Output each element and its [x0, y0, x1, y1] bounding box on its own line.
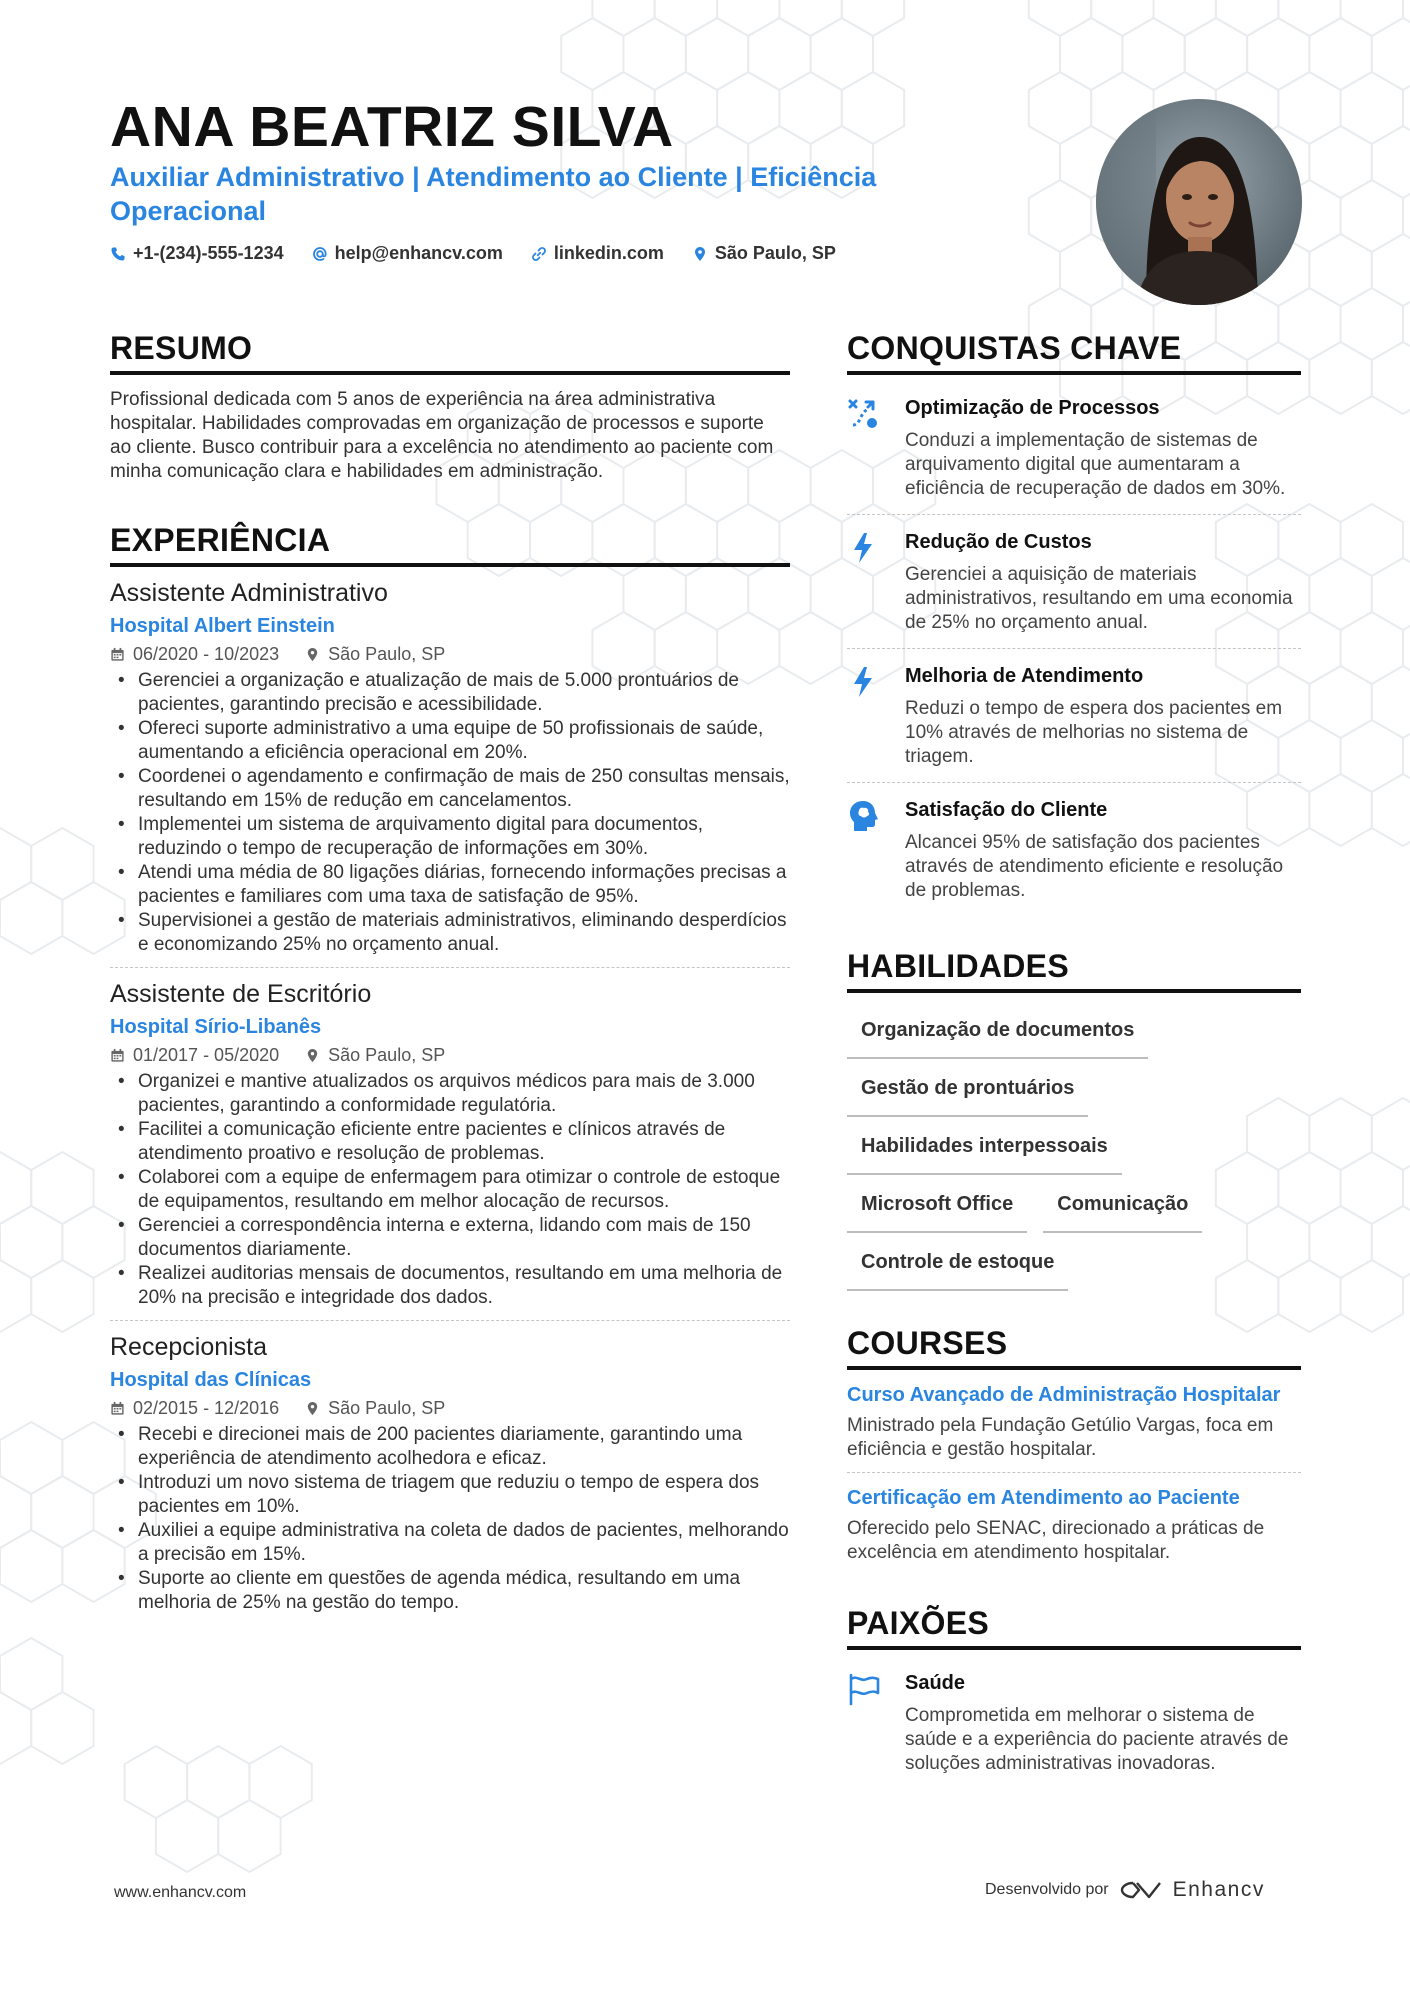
passions-heading: PAIXÕES — [847, 1605, 1301, 1650]
map-pin-icon — [305, 1048, 320, 1063]
contact-linkedin[interactable] — [531, 243, 664, 264]
course-list — [847, 1370, 1301, 1575]
achievement-description: Alcancei 95% de satisfação dos pacientes através de atendimento eficiente e resolução de problemas. — [905, 832, 1284, 901]
candidate-name: ANA BEATRIZ SILVA — [110, 95, 674, 159]
achievement-body — [905, 797, 1301, 903]
job-meta — [110, 1397, 790, 1419]
company-name[interactable]: Hospital Albert Einstein — [110, 615, 335, 637]
skill-tag: Gestão de prontuários — [847, 1059, 1088, 1117]
map-pin-icon — [305, 1401, 320, 1416]
summary-section — [110, 330, 790, 484]
process-icon — [847, 397, 881, 431]
bullet-item: • Atendi uma média de 80 ligações diárias, fornecendo informações precisas a pacientes e familiares com uma taxa de satisfação de 95%. — [110, 861, 790, 909]
course-title[interactable]: Curso Avançado de Administração Hospitalar — [847, 1384, 1281, 1406]
passion-title: Saúde — [905, 1672, 966, 1694]
job-bullets — [110, 669, 790, 957]
passion-description: Comprometida em melhorar o sistema de saúde e a experiência do paciente através de soluções administrativas inovadoras. — [905, 1705, 1289, 1774]
achievement-body — [905, 663, 1301, 769]
bullet-item: • Gerenciei a organização e atualização de mais de 5.000 prontuários de pacientes, garantindo precisão e acessibilidade. — [110, 669, 790, 717]
bullet-item: • Implementei um sistema de arquivamento digital para documentos, reduzindo o tempo de recuperação de informações em 30%. — [110, 813, 790, 861]
candidate-headline: Auxiliar Administrativo | Atendimento ao Cliente | Eficiência Operacional — [110, 162, 877, 226]
bullet-item: • Introduzi um novo sistema de triagem que reduziu o tempo de espera dos pacientes em 10%. — [110, 1471, 790, 1519]
job-title: Assistente Administrativo — [110, 579, 388, 607]
bullet-item: • Organizei e mantive atualizados os arquivos médicos para mais de 3.000 pacientes, garantindo a conformidade regulatória. — [110, 1070, 790, 1118]
achievement-title: Optimização de Processos — [905, 397, 1160, 419]
calendar-icon — [110, 1048, 125, 1063]
job-dates — [110, 1397, 279, 1419]
enhancv-brand: Enhancv — [1172, 1878, 1265, 1901]
map-pin-icon — [305, 647, 320, 662]
footer-website[interactable]: www.enhancv.com — [114, 1884, 247, 1901]
summary-heading: RESUMO — [110, 330, 790, 375]
courses-section — [847, 1325, 1301, 1575]
avatar-illustration — [1096, 99, 1302, 305]
powered-by-text: Desenvolvido por — [985, 1881, 1109, 1898]
job-dates-text: 02/2015 - 12/2016 — [133, 1398, 280, 1418]
at-sign-icon — [312, 246, 328, 262]
job-dates — [110, 643, 279, 665]
experience-section — [110, 522, 790, 1625]
passions-section — [847, 1605, 1301, 1789]
achievements-section — [847, 330, 1301, 916]
bullet-item: • Auxiliei a equipe administrativa na coleta de dados de pacientes, melhorando a precisão em 15%. — [110, 1519, 790, 1567]
achievement-list — [847, 387, 1301, 916]
job-meta — [110, 643, 790, 665]
bullet-item: • Recebi e direcionei mais de 200 pacientes diariamente, garantindo uma experiência de atendimento acolhedora e eficaz. — [110, 1423, 790, 1471]
job-meta — [110, 1044, 790, 1066]
bullet-item: • Ofereci suporte administrativo a uma equipe de 50 profissionais de saúde, aumentando a eficiência operacional em 20%. — [110, 717, 790, 765]
bullet-item: • Facilitei a comunicação eficiente entre pacientes e clínicos através de atendimento proativo e resolução de problemas. — [110, 1118, 790, 1166]
contact-phone[interactable] — [110, 243, 284, 264]
skill-tag: Habilidades interpessoais — [847, 1117, 1122, 1175]
course-description: Oferecido pelo SENAC, direcionado a práticas de excelência em atendimento hospitalar. — [847, 1518, 1265, 1563]
bullet-item: • Supervisionei a gestão de materiais administrativos, eliminando desperdícios e economizando 25% no orçamento anual. — [110, 909, 790, 957]
course-title[interactable]: Certificação em Atendimento ao Paciente — [847, 1487, 1240, 1509]
achievement-title: Satisfação do Cliente — [905, 799, 1108, 821]
course-description: Ministrado pela Fundação Getúlio Vargas, foca em eficiência e gestão hospitalar. — [847, 1415, 1274, 1460]
contact-bar — [110, 243, 836, 264]
job-dates-text: 06/2020 - 10/2023 — [133, 644, 280, 664]
head-icon — [847, 799, 881, 833]
passion-item — [847, 1662, 1301, 1789]
job-title: Recepcionista — [110, 1333, 268, 1361]
contact-phone-text: +1-(234)-555-1234 — [133, 243, 284, 263]
achievement-item — [847, 648, 1301, 782]
bullet-item: • Realizei auditorias mensais de documentos, resultando em uma melhoria de 20% na precisão e integridade dos dados. — [110, 1262, 790, 1310]
bullet-item: • Colaborei com a equipe de enfermagem para otimizar o controle de estoque de equipamentos, resultando em melhor alocação de recursos. — [110, 1166, 790, 1214]
job-location-text: São Paulo, SP — [328, 1045, 446, 1065]
job-location-text: São Paulo, SP — [328, 1398, 446, 1418]
course-item — [847, 1472, 1301, 1575]
experience-heading: EXPERIÊNCIA — [110, 522, 790, 567]
achievement-description: Gerenciei a aquisição de materiais administrativos, resultando em uma economia de 25% no orçamento anual. — [905, 564, 1293, 633]
achievement-item — [847, 782, 1301, 916]
achievement-description: Conduzi a implementação de sistemas de arquivamento digital que aumentaram a eficiência de recuperação de dados em 30%. — [905, 430, 1286, 499]
job-dates — [110, 1044, 279, 1066]
company-name[interactable]: Hospital das Clínicas — [110, 1369, 312, 1391]
achievement-description: Reduzi o tempo de espera dos pacientes em 10% através de melhorias no sistema de triagem. — [905, 698, 1283, 767]
right-column — [847, 330, 1301, 1789]
job-list — [110, 577, 790, 1625]
course-item — [847, 1370, 1301, 1472]
job-title: Assistente de Escritório — [110, 980, 372, 1008]
job-bullets — [110, 1070, 790, 1310]
achievement-body — [905, 529, 1301, 635]
calendar-icon — [110, 1401, 125, 1416]
achievement-icon-wrap — [847, 529, 905, 635]
bullet-item: • Coordenei o agendamento e confirmação de mais de 250 consultas mensais, resultando em 15% de redução em cancelamentos. — [110, 765, 790, 813]
skills-heading: HABILIDADES — [847, 948, 1301, 993]
job-bullets — [110, 1423, 790, 1615]
contact-email[interactable] — [312, 243, 503, 264]
skill-tag: Microsoft Office — [847, 1175, 1027, 1233]
job-entry — [110, 967, 790, 1320]
contact-location — [692, 243, 836, 264]
passion-list — [847, 1662, 1301, 1789]
courses-heading: COURSES — [847, 1325, 1301, 1370]
job-location — [305, 1397, 445, 1419]
contact-email-text: help@enhancv.com — [334, 243, 503, 263]
achievement-title: Redução de Custos — [905, 531, 1092, 553]
contact-location-text: São Paulo, SP — [714, 243, 836, 263]
achievement-item — [847, 387, 1301, 514]
calendar-icon — [110, 647, 125, 662]
achievement-item — [847, 514, 1301, 648]
map-pin-icon — [692, 246, 708, 262]
enhancv-logo-icon — [1119, 1879, 1163, 1901]
lightning-icon — [847, 665, 881, 699]
bullet-item: • Gerenciei a correspondência interna e externa, lidando com mais de 150 documentos diariamente. — [110, 1214, 790, 1262]
skill-tag: Organização de documentos — [847, 1001, 1148, 1059]
flag-icon — [847, 1672, 881, 1706]
passion-body — [905, 1670, 1301, 1776]
job-location — [305, 643, 445, 665]
job-location — [305, 1044, 445, 1066]
skill-list — [847, 1001, 1301, 1291]
summary-text: Profissional dedicada com 5 anos de experiência na área administrativa hospitalar. Habilidades comprovadas em organização de processos e suporte ao cliente. Busco contribuir para a excelência no atendimento ao paciente com minha comunicação clara e habilidades em administração. — [110, 389, 774, 482]
contact-linkedin-text: linkedin.com — [553, 243, 664, 263]
job-location-text: São Paulo, SP — [328, 644, 446, 664]
left-column — [110, 330, 790, 1625]
profile-photo — [1096, 99, 1302, 305]
phone-icon — [110, 246, 126, 262]
lightning-icon — [847, 531, 881, 565]
achievement-title: Melhoria de Atendimento — [905, 665, 1144, 687]
footer-branding — [985, 1878, 1265, 1902]
company-name[interactable]: Hospital Sírio-Libanês — [110, 1016, 322, 1038]
achievement-body — [905, 395, 1301, 501]
job-entry — [110, 577, 790, 967]
achievements-heading: CONQUISTAS CHAVE — [847, 330, 1301, 375]
passion-icon-wrap — [847, 1670, 905, 1776]
achievement-icon-wrap — [847, 663, 905, 769]
skill-tag: Comunicação — [1043, 1175, 1202, 1233]
achievement-icon-wrap — [847, 395, 905, 501]
job-dates-text: 01/2017 - 05/2020 — [133, 1045, 280, 1065]
achievement-icon-wrap — [847, 797, 905, 903]
link-icon — [531, 246, 547, 262]
job-entry — [110, 1320, 790, 1625]
skill-tag: Controle de estoque — [847, 1233, 1068, 1291]
bullet-item: • Suporte ao cliente em questões de agenda médica, resultando em uma melhoria de 25% na gestão do tempo. — [110, 1567, 790, 1615]
skills-section — [847, 948, 1301, 1291]
